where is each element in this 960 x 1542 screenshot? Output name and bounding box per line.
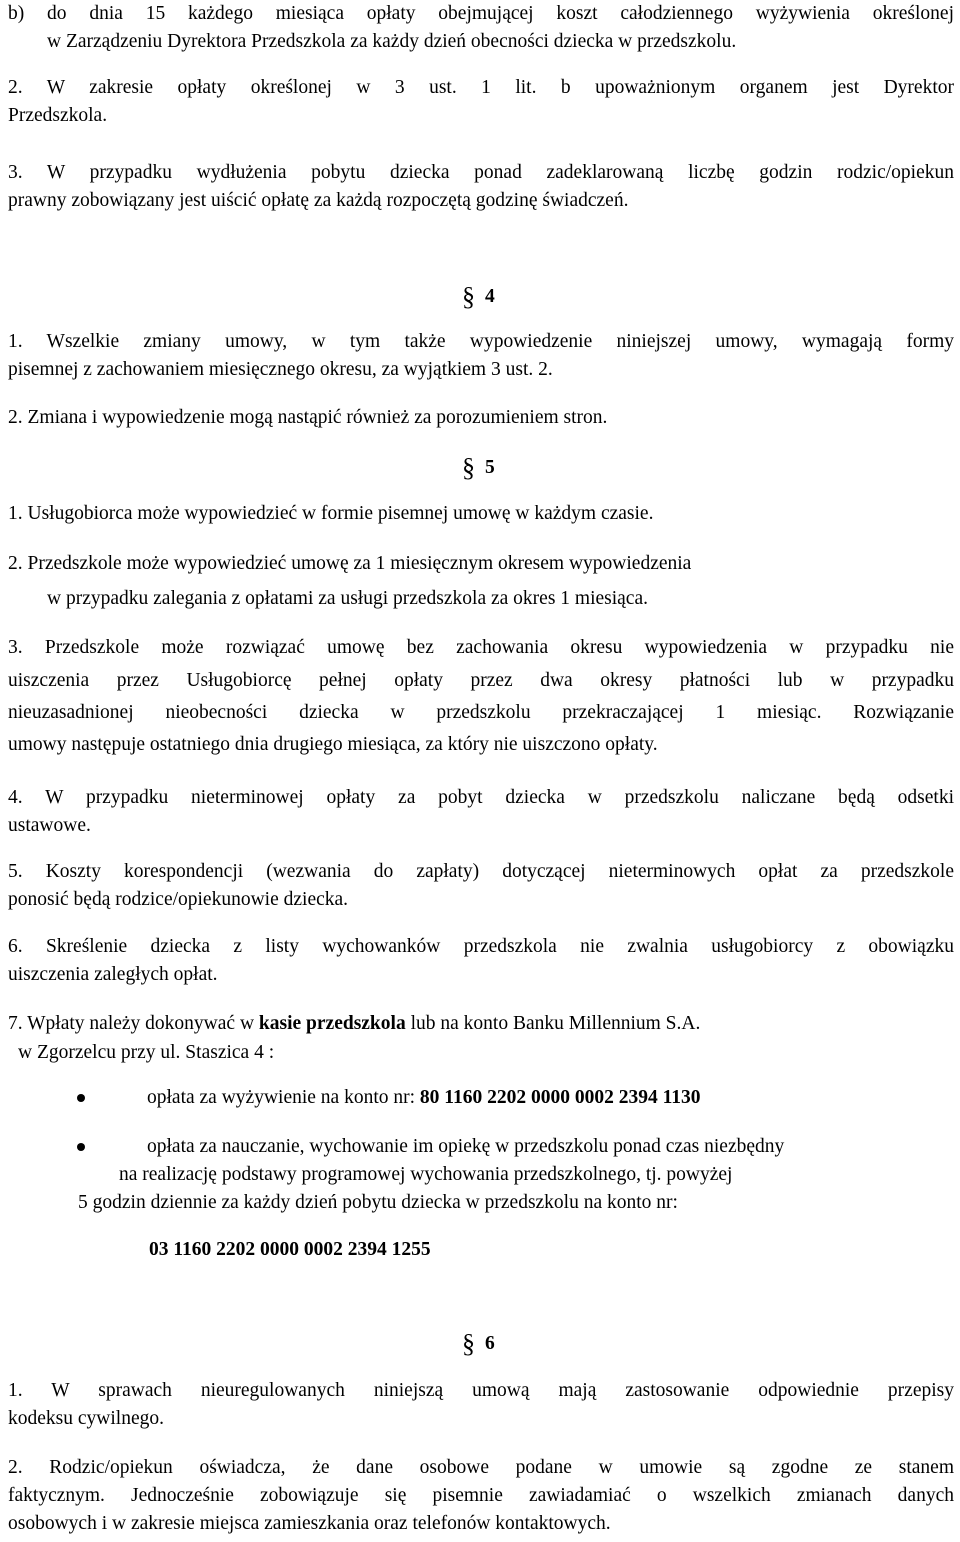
bullet2-line1: opłata za nauczanie, wychowanie im opiekę w przedszkolu ponad czas niezbędny xyxy=(147,1136,785,1157)
s5-p5-line1: 5. Koszty korespondencji (wezwania do zapłaty) dotyczącej nieterminowych opłat za przedszkole xyxy=(8,861,954,882)
s5-p7-post: lub na konto Banku Millennium S.A. xyxy=(405,1013,701,1034)
section-5-heading xyxy=(462,455,495,481)
s3-p2-line1: 2. W zakresie opłaty określonej w 3 ust. 1 lit. b upoważnionym organem jest Dyrektor xyxy=(8,77,954,98)
s5-p7-pre: 7. Wpłaty należy dokonywać w xyxy=(8,1013,259,1034)
s6-p2-line1: 2. Rodzic/opiekun oświadcza, że dane osobowe podane w umowie są zgodne ze stanem xyxy=(8,1457,954,1478)
bullet2-account: 03 1160 2202 0000 0002 2394 1255 xyxy=(149,1239,431,1260)
bullet1-line xyxy=(147,1085,954,1111)
s5-p5-line2: ponosić będą rodzice/opiekunowie dziecka. xyxy=(8,889,349,910)
s5-p2-line1: 2. Przedszkole może wypowiedzieć umowę za 1 miesięcznym okresem wypowiedzenia xyxy=(8,553,692,574)
s6-p2-line2: faktycznym. Jednocześnie zobowiązuje się pisemnie zawiadamiać o wszelkich zmianach danych xyxy=(8,1485,954,1506)
bullet-icon xyxy=(77,1143,85,1151)
s5-p1-line1: 1. Usługobiorca może wypowiedzieć w formie pisemnej umowę w każdym czasie. xyxy=(8,503,654,524)
s5-p7-line2: w Zgorzelcu przy ul. Staszica 4 : xyxy=(18,1042,275,1063)
s5-p4-line2: ustawowe. xyxy=(8,815,91,836)
bullet-icon xyxy=(77,1094,85,1102)
s4-p2-line1: 2. Zmiana i wypowiedzenie mogą nastąpić również za porozumieniem stron. xyxy=(8,407,608,428)
bullet2-line2: na realizację podstawy programowej wychowania przedszkolnego, tj. powyżej xyxy=(119,1164,733,1185)
s5-p7-line1 xyxy=(8,1011,954,1037)
s5-p3-line3: nieuzasadnionej nieobecności dziecka w przedszkolu przekraczającej 1 miesiąc. Rozwiązanie xyxy=(8,702,954,723)
s5-p7-bold: kasie przedszkola xyxy=(258,1013,406,1034)
s3-b-line2: w Zarządzeniu Dyrektora Przedszkola za każdy dzień obecności dziecka w przedszkolu. xyxy=(47,31,737,52)
section-symbol: § xyxy=(462,282,475,311)
s5-p2-line2: w przypadku zalegania z opłatami za usługi przedszkola za okres 1 miesiąca. xyxy=(47,588,648,609)
s5-p3-line4: umowy następuje ostatniego dnia drugiego miesiąca, za który nie uiszczono opłaty. xyxy=(8,734,658,755)
s6-p2-line3: osobowych i w zakresie miejsca zamieszkania oraz telefonów kontaktowych. xyxy=(8,1513,611,1534)
s4-p1-line2: pisemnej z zachowaniem miesięcznego okresu, za wyjątkiem 3 ust. 2. xyxy=(8,359,553,380)
section-number: 6 xyxy=(485,1333,495,1354)
s5-p3-line2: uiszczenia przez Usługobiorcę pełnej opłaty przez dwa okresy płatności lub w przypadku xyxy=(8,670,954,691)
section-symbol: § xyxy=(462,1329,475,1358)
bullet1-account: 80 1160 2202 0000 0002 2394 1130 xyxy=(419,1087,701,1108)
bullet2-line3: 5 godzin dziennie za każdy dzień pobytu dziecka w przedszkolu na konto nr: xyxy=(78,1192,678,1213)
s6-p1-line2: kodeksu cywilnego. xyxy=(8,1408,164,1429)
s5-p6-line1: 6. Skreślenie dziecka z listy wychowanków przedszkola nie zwalnia usługobiorcy z obowiązku xyxy=(8,936,954,957)
s4-p1-line1: 1. Wszelkie zmiany umowy, w tym także wypowiedzenie niniejszej umowy, wymagają formy xyxy=(8,331,954,352)
section-number: 4 xyxy=(485,286,495,307)
s3-b-line1: b) do dnia 15 każdego miesiąca opłaty obejmującej koszt całodziennego wyżywienia określonej xyxy=(8,3,954,24)
section-symbol: § xyxy=(462,453,475,482)
section-6-heading xyxy=(462,1331,495,1357)
s3-p2-line2: Przedszkola. xyxy=(8,105,108,126)
s6-p1-line1: 1. W sprawach nieuregulowanych niniejszą umową mają zastosowanie odpowiednie przepisy xyxy=(8,1380,954,1401)
s3-p3-line2: prawny zobowiązany jest uiścić opłatę za każdą rozpoczętą godzinę świadczeń. xyxy=(8,190,629,211)
s5-p3-line1: 3. Przedszkole może rozwiązać umowę bez zachowania okresu wypowiedzenia w przypadku nie xyxy=(8,637,954,658)
s3-p3-line1: 3. W przypadku wydłużenia pobytu dziecka ponad zadeklarowaną liczbę godzin rodzic/opiekun xyxy=(8,162,954,183)
bullet1-label: opłata za wyżywienie na konto nr: xyxy=(147,1087,420,1108)
section-4-heading xyxy=(462,284,495,310)
s5-p4-line1: 4. W przypadku nieterminowej opłaty za pobyt dziecka w przedszkolu naliczane będą odsetki xyxy=(8,787,954,808)
section-number: 5 xyxy=(485,457,495,478)
s5-p6-line2: uiszczenia zaległych opłat. xyxy=(8,964,218,985)
